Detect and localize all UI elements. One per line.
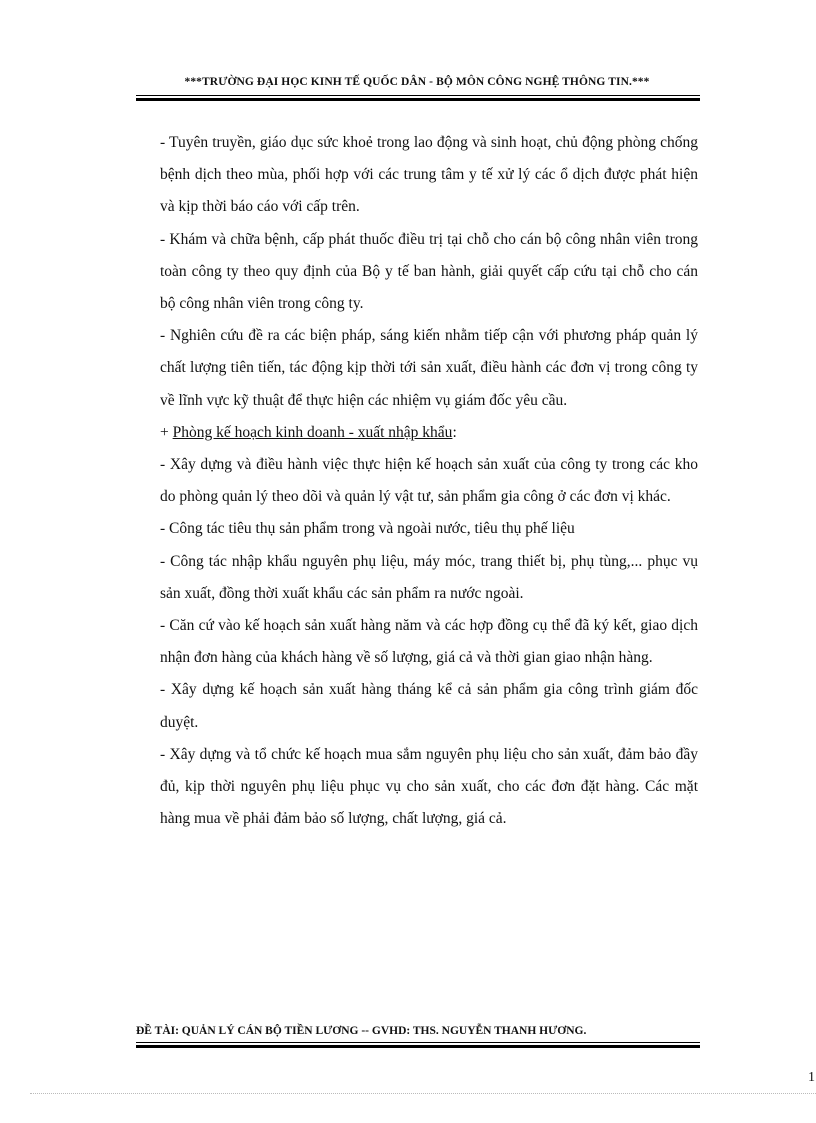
section-suffix: : (452, 423, 457, 441)
page-header-title: ***TRƯỜNG ĐẠI HỌC KINH TẾ QUỐC DÂN - BỘ MÔN CÔNG NGHỆ THÔNG TIN.*** (184, 76, 650, 88)
header-rule-thick (136, 98, 700, 101)
footer-rule-thick (136, 1045, 700, 1048)
page-number: 1 (808, 1070, 815, 1085)
paragraph-monthly-plan: - Xây dựng kế hoạch sản xuất hàng tháng kể cả sản phẩm gia công trình giám đốc duyệt. (160, 681, 698, 731)
paragraph-imports: - Công tác nhập khẩu nguyên phụ liệu, máy móc, trang thiết bị, phụ tùng,... phục vụ sản xuất, đồng thời xuất khẩu các sản phẩm ra nước ngoài. (160, 552, 698, 602)
section-heading-planning-department (160, 417, 698, 449)
paragraph-sales: - Công tác tiêu thụ sản phẩm trong và ngoài nước, tiêu thụ phế liệu (160, 520, 575, 538)
paragraph-medical-care: - Khám và chữa bệnh, cấp phát thuốc điều trị tại chỗ cho cán bộ công nhân viên trong toàn công ty theo quy định của Bộ y tế ban hành, giải quyết cấp cứu tại chỗ cho cán bộ công nhân viên trong công ty. (160, 230, 698, 313)
page-footer-title: ĐỀ TÀI: QUẢN LÝ CÁN BỘ TIỀN LƯƠNG -- GVHD: THS. NGUYỄN THANH HƯƠNG. (136, 1025, 587, 1037)
paragraph-health-education: - Tuyên truyền, giáo dục sức khoẻ trong lao động và sinh hoạt, chủ động phòng chống bệnh dịch theo mùa, phối hợp với các trung tâm y tế xử lý các ổ dịch được phát hiện và kịp thời báo cáo với cấp trên. (160, 134, 698, 216)
document-body (160, 127, 698, 835)
paragraph-contracts: - Căn cứ vào kế hoạch sản xuất hàng năm và các hợp đồng cụ thể đã ký kết, giao dịch nhận đơn hàng của khách hàng về số lượng, giá cả và thời gian giao nhận hàng. (160, 617, 698, 667)
paragraph-production-plan: - Xây dựng và điều hành việc thực hiện kế hoạch sản xuất của công ty trong các kho do phòng quản lý theo dõi và quản lý vật tư, sản phẩm gia công ở các đơn vị khác. (160, 456, 698, 506)
footer-rule-thin (136, 1042, 700, 1043)
paragraph-quality-methods: - Nghiên cứu đề ra các biện pháp, sáng kiến nhằm tiếp cận với phương pháp quản lý chất lượng tiên tiến, tác động kịp thời tới sản xuất, điều hành các đơn vị trong công ty về lĩnh vực kỹ thuật để thực hiện các nhiệm vụ giám đốc yêu cầu. (160, 327, 698, 409)
page-bottom-dotted-line (30, 1093, 816, 1094)
paragraph-procurement: - Xây dựng và tổ chức kế hoạch mua sắm nguyên phụ liệu cho sản xuất, đảm bảo đầy đủ, kịp thời nguyên phụ liệu phục vụ cho sản xuất, cho các đơn đặt hàng. Các mặt hàng mua về phải đảm bảo số lượng, chất lượng, giá cả. (160, 745, 698, 828)
section-prefix: + (160, 423, 173, 441)
section-heading-text: Phòng kế hoạch kinh doanh - xuất nhập khẩu (172, 423, 453, 441)
header-rule-thin (136, 95, 700, 96)
